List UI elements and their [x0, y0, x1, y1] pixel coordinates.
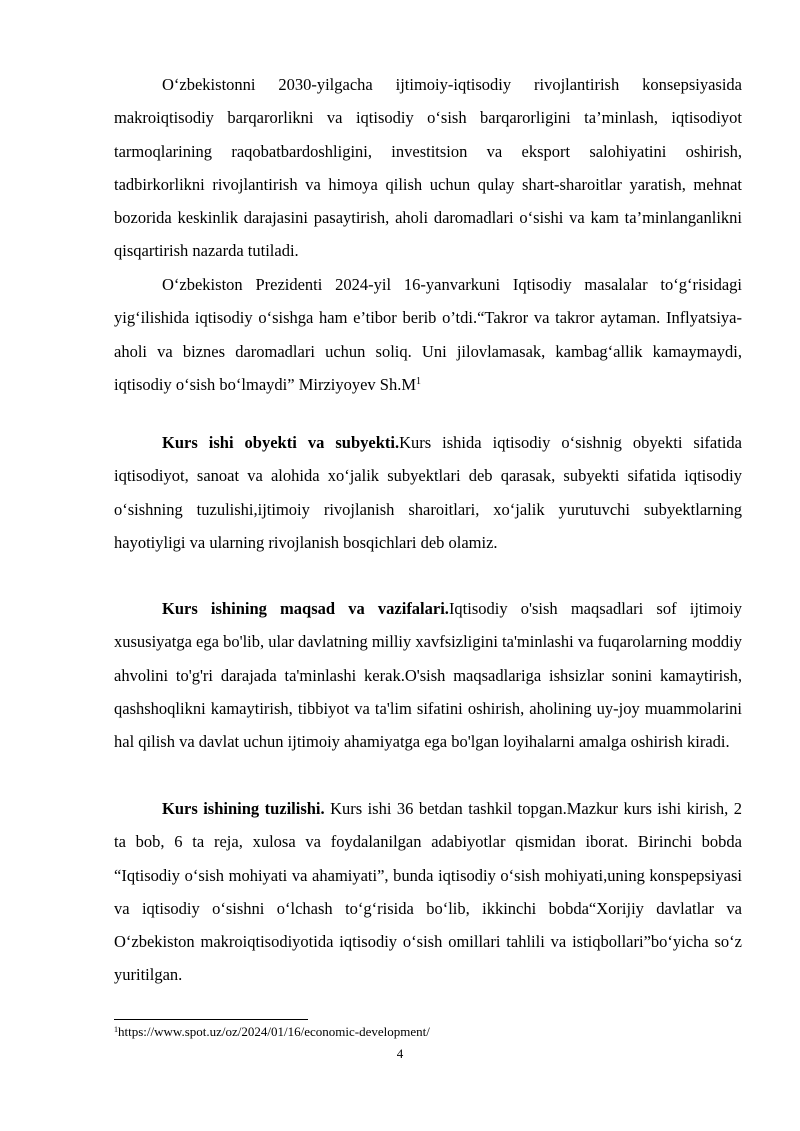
- page-number: 4: [396, 1046, 404, 1061]
- paragraph-president-quote-text: O‘zbekiston Prezidenti 2024-yil 16-yanvarkuni Iqtisodiy masalalar to‘g‘risidagi yig‘ilishida iqtisodiy o‘sishga ham e’tibor berib o’tdi.“Takror va takror aytaman. Inflyatsiya- aholi va biznes daromadlari uchun soliq. Uni jilovlamasak, kambag‘allik kamaymaydi, iqtisodiy o‘sish bo‘lmaydi” Mirziyoyev Sh.M: [114, 275, 742, 394]
- footnote-link[interactable]: https://www.spot.uz/oz/2024/01/16/economic-development/: [118, 1024, 430, 1039]
- paragraph-object-subject: [114, 426, 742, 559]
- heading-object-subject: Kurs ishi obyekti va subyekti.: [162, 433, 400, 452]
- footnote-reference[interactable]: 1: [416, 375, 422, 387]
- footnote-number: 1: [114, 1025, 118, 1034]
- paragraph-goals-tasks-text: Iqtisodiy o'sish maqsadlari sof ijtimoiy xususiyatga ega bo'lib, ular davlatning milliy xavfsizligini ta'minlashi va fuqarolarning moddiy ahvolini to'g'ri darajada ta'minlashi kerak.O'sish maqsadlariga ishsizlar sonini kamaytirish, qashshoqlikni kamaytirish, tibbiyot va ta'lim sifatini oshirish, aholining uy-joy muammolarini hal qilish va davlat uchun ijtimoiy ahamiyatga ega bo'lgan loyihalarni amalga oshirish kiradi.: [114, 599, 742, 752]
- heading-goals-tasks: Kurs ishining maqsad va vazifalari.: [162, 599, 449, 618]
- paragraph-structure-text: Kurs ishi 36 betdan tashkil topgan.Mazkur kurs ishi kirish, 2 ta bob, 6 ta reja, xulosa va foydalanilgan adabiyotlar qismidan iborat. Birinchi bobda “Iqtisodiy o‘sish mohiyati va ahamiyati”, bunda iqtisodiy o‘sish mohiyati,uning konspepsiyasi va iqtisodiy o‘sishni o‘lchash to‘g‘risida bo‘lib, ikkinchi bobda“Xorijiy davlatlar va O‘zbekiston makroiqtisodiyotida iqtisodiy o‘sish omillari tahlili va istiqbollari”bo‘yicha so‘z yuritilgan.: [114, 799, 742, 985]
- heading-structure: Kurs ishining tuzilishi.: [162, 799, 325, 818]
- paragraph-concept: [114, 68, 742, 268]
- paragraph-concept-text: O‘zbekistonni 2030-yilgacha ijtimoiy-iqtisodiy rivojlantirish konsepsiyasida makroiqtisodiy barqarorlikni va iqtisodiy o‘sish barqarorligini ta’minlash, iqtisodiyot tarmoqlarining raqobatbardoshligini, investitsion va eksport salohiyatini oshirish, tadbirkorlikni rivojlantirish va himoya qilish uchun qulay shart-sharoitlar yaratish, mehnat bozorida keskinlik darajasini pasaytirish, aholi daromadlari o‘sishi va kam ta’minlanganlikni qisqartirish nazarda tutiladi.: [114, 75, 742, 261]
- paragraph-object-subject-text: Kurs ishida iqtisodiy o‘sishnig obyekti sifatida iqtisodiyot, sanoat va alohida xo‘jalik subyektlari deb qarasak, subyekti sifatida iqtisodiy o‘sishning tuzulishi,ijtimoiy rivojlanish sharoitlari, xo‘jalik yurutuvchi subyektlarning hayotiyligi va ularning rivojlanish bosqichlari deb olamiz.: [114, 433, 742, 552]
- paragraph-goals-tasks: [114, 592, 742, 758]
- paragraph-structure: [114, 792, 742, 992]
- paragraph-president-quote: [114, 268, 742, 401]
- footnote: [114, 1024, 742, 1040]
- footnote-separator: [114, 1019, 308, 1020]
